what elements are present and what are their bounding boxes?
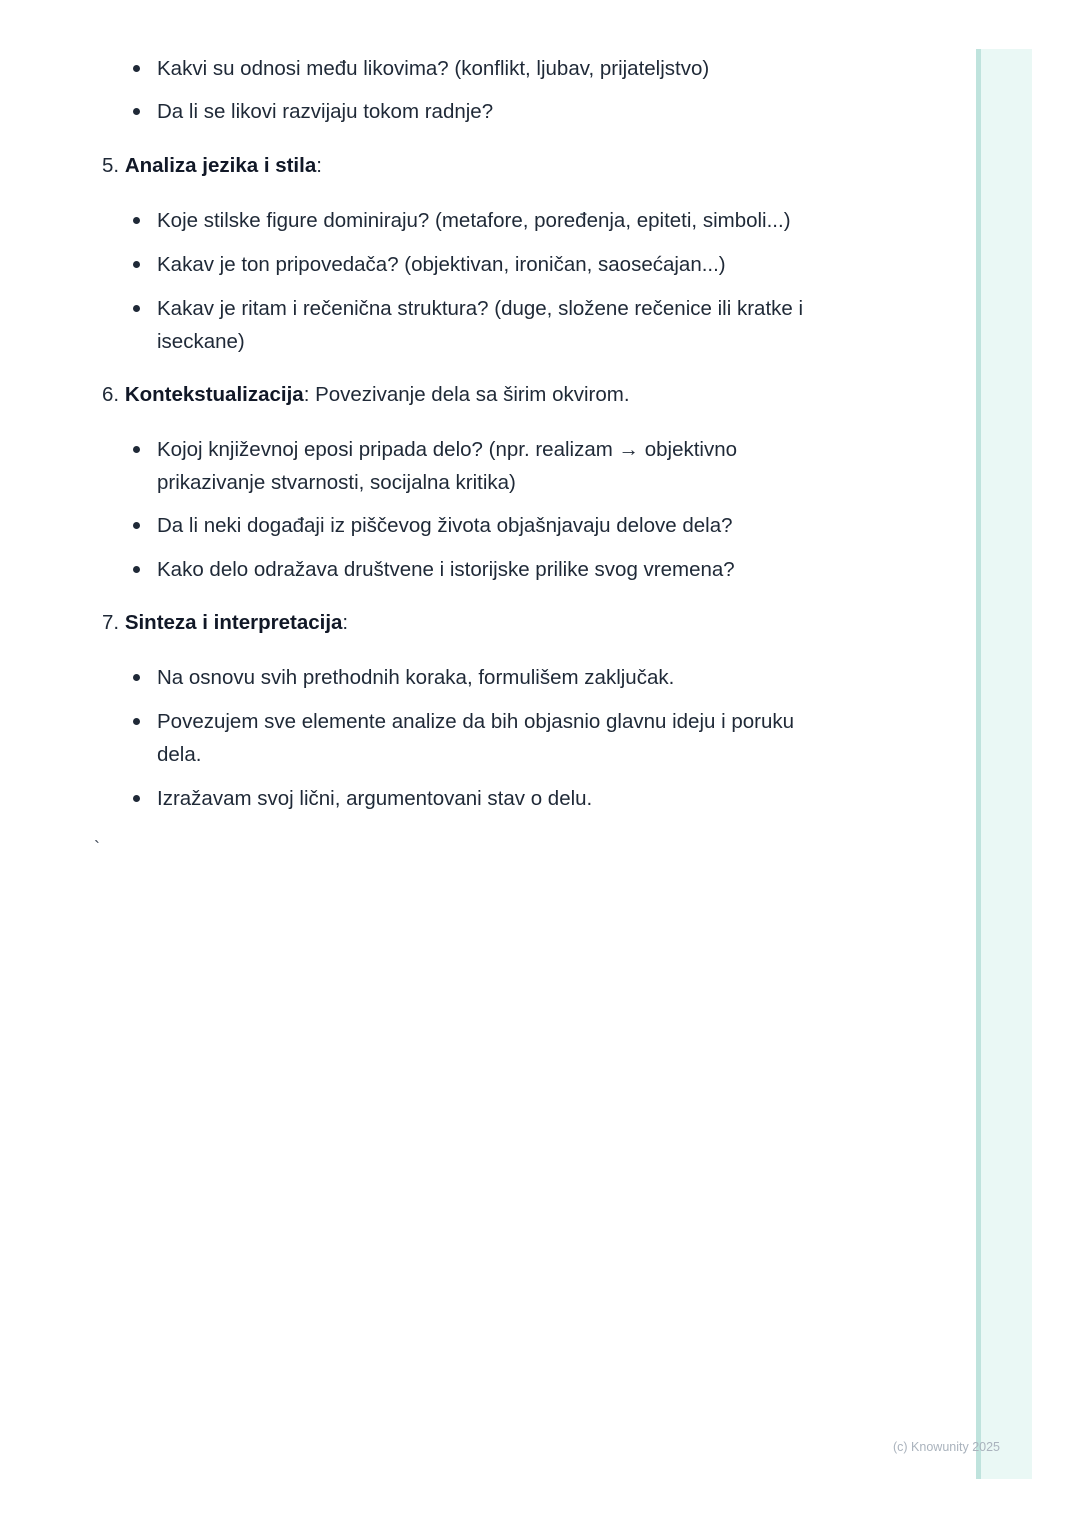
step-title: Sinteza i interpretacija [124, 611, 343, 634]
stray-mark: ` [94, 838, 100, 858]
list-item: Da li neki događaji iz piščevog života objašnjavaju delove dela? [0, 509, 837, 542]
list-item: Kakav je ritam i rečenična struktura? (duge, složene rečenice ili kratke i iseckane) [0, 292, 837, 358]
list-item: Izražavam svoj lični, argumentovani stav o delu. [0, 782, 837, 815]
list-item: Povezujem sve elemente analize da bih objasnio glavnu ideju i poruku dela. [0, 705, 837, 771]
bullet-list-step7 [0, 661, 837, 815]
bullet-list-top [0, 52, 837, 128]
step-number: 7. [102, 611, 120, 634]
step-heading [0, 378, 630, 411]
step-suffix: : Povezivanje dela sa širim okvirom. [303, 383, 630, 406]
step-suffix: : [316, 154, 322, 177]
step-title: Kontekstualizacija [124, 383, 304, 406]
copyright-footer: (c) Knowunity 2025 [893, 1440, 1001, 1454]
list-item: Kojoj književnoj eposi pripada delo? (npr. realizam → objektivno prikazivanje stvarnosti, socijalna kritika) [0, 433, 837, 499]
step-number: 5. [102, 154, 120, 177]
list-item: Da li se likovi razvijaju tokom radnje? [0, 95, 837, 128]
step-suffix: : [342, 611, 349, 634]
step-heading [0, 606, 348, 639]
bullet-list-step6 [0, 433, 837, 586]
bullet-list-step5 [0, 204, 837, 358]
step-title: Analiza jezika i stila [124, 154, 317, 177]
side-panel-border [976, 49, 981, 1479]
side-panel [976, 49, 1032, 1479]
list-item: Kakav je ton pripovedača? (objektivan, ironičan, saosećajan...) [0, 248, 837, 281]
step-number: 6. [102, 383, 120, 406]
list-item: Na osnovu svih prethodnih koraka, formulišem zaključak. [0, 661, 837, 694]
list-item: Kakvi su odnosi među likovima? (konflikt, ljubav, prijateljstvo) [0, 52, 837, 85]
step-heading [0, 149, 322, 182]
list-item: Kako delo odražava društvene i istorijske prilike svog vremena? [0, 553, 837, 586]
list-item: Koje stilske figure dominiraju? (metafore, poređenja, epiteti, simboli...) [0, 204, 837, 237]
